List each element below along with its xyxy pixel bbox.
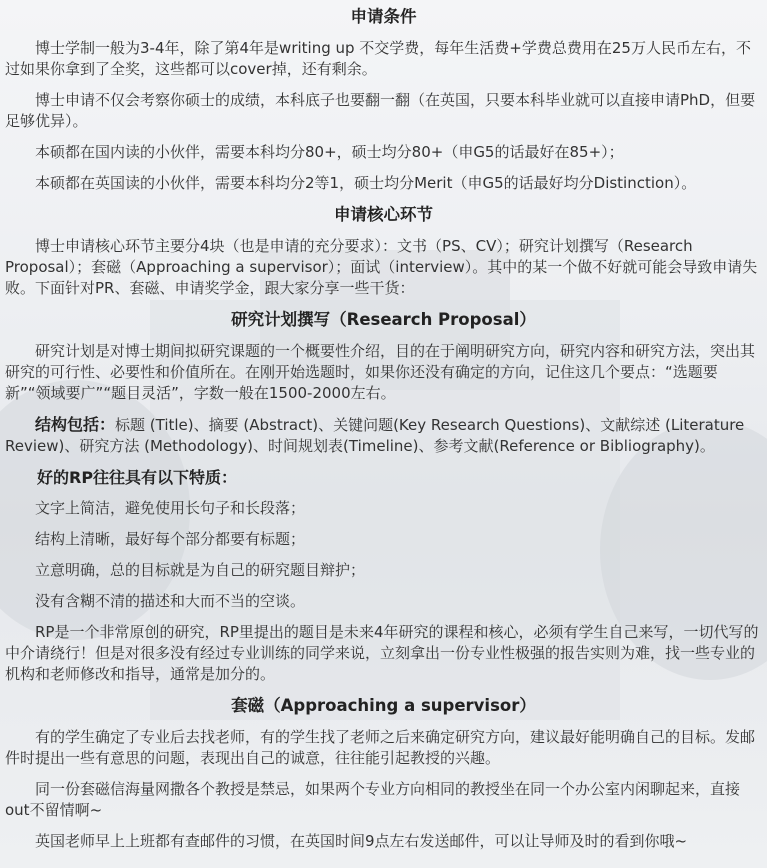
paragraph-uk: 本硕都在英国读的小伙伴，需要本科均分2等1，硕士均分Merit（申G5的话最好均分Distinction）。	[35, 174, 697, 192]
structure-lead: 结构包括：	[35, 415, 116, 434]
paragraph-rp-original: RP是一个非常原创的研究，RP里提出的题目是未来4年研究的课程和核心，必须有学生自己来写，一切代写的中介请绕行！但是对很多没有经过专业训练的同学来说，立刻拿出一份专业性极强的报告实则为难，找一些专业的机构和老师修改和指导，通常是加分的。	[5, 623, 759, 683]
section-title-core-steps: 申请核心环节	[334, 205, 433, 224]
trait-item: 结构上清晰，最好每个部分都要有标题；	[35, 530, 306, 548]
section-title-application-conditions: 申请条件	[350, 7, 417, 26]
trait-item: 立意明确，总的目标就是为自己的研究题目辩护；	[35, 561, 366, 579]
trait-item: 文字上简洁，避免使用长句子和长段落；	[35, 499, 306, 517]
paragraph-rp-intro: 研究计划是对博士期间拟研究课题的一个概要性介绍，目的在于阐明研究方向，研究内容和研究方法，突出其研究的可行性、必要性和价值所在。在刚开始选题时，如果你还没有确定的方向，记住这几个要点：“选题要新”“领域要广”“题目灵活”，字数一般在1500-2000左右。	[5, 342, 756, 402]
paragraph-supervisor-1: 有的学生确定了专业后去找老师，有的学生找了老师之后来确定研究方向，建议最好能明确自己的目标。发邮件时提出一些有意思的问题，表现出自己的诚意，往往能引起教授的兴趣。	[5, 728, 756, 767]
paragraph-undergrad: 博士申请不仅会考察你硕士的成绩，本科底子也要翻一翻（在英国，只要本科毕业就可以直接申请PhD，但要足够优异）。	[5, 91, 756, 130]
paragraph-supervisor-2: 同一份套磁信海量网撒各个教授是禁忌，如果两个专业方向相同的教授坐在同一个办公室内闲聊起来，直接out不留情啊~	[5, 780, 741, 819]
structure-text: 标题 (Title)、摘要 (Abstract)、关键问题(Key Research Questions)、文献综述 (Literature Review)、研究方法 (Methodology)、时间规划表(Timeline)、参考文献(Reference or Bibliography)。	[5, 416, 745, 455]
paragraph-core-steps: 博士申请核心环节主要分4块（也是申请的充分要求）：文书（PS、CV）；研究计划撰写（Research Proposal）；套磁（Approaching a supervisor）；面试（interview）。其中的某一个做不好就可能会导致申请失败。下面针对PR、套磁、申请奖学金，跟大家分享一些干货：	[5, 237, 758, 297]
section-title-approaching-supervisor: 套磁（Approaching a supervisor）	[231, 696, 536, 715]
paragraph-rp-structure	[5, 414, 762, 457]
trait-item: 没有含糊不清的描述和大而不当的空谈。	[35, 592, 306, 610]
good-rp-heading: 好的RP往往具有以下特质：	[37, 468, 238, 487]
paragraph-supervisor-3: 英国老师早上上班都有查邮件的习惯，在英国时间9点左右发送邮件，可以让导师及时的看到你哦~	[35, 832, 688, 850]
paragraph-tuition: 博士学制一般为3-4年，除了第4年是writing up 不交学费，每年生活费+学费总费用在25万人民币左右，不过如果你拿到了全奖，这些都可以cover掉，还有剩余。	[5, 39, 751, 78]
paragraph-domestic: 本硕都在国内读的小伙伴，需要本科均分80+，硕士均分80+（申G5的话最好在85+）；	[35, 143, 624, 161]
section-title-research-proposal: 研究计划撰写（Research Proposal）	[231, 310, 536, 329]
